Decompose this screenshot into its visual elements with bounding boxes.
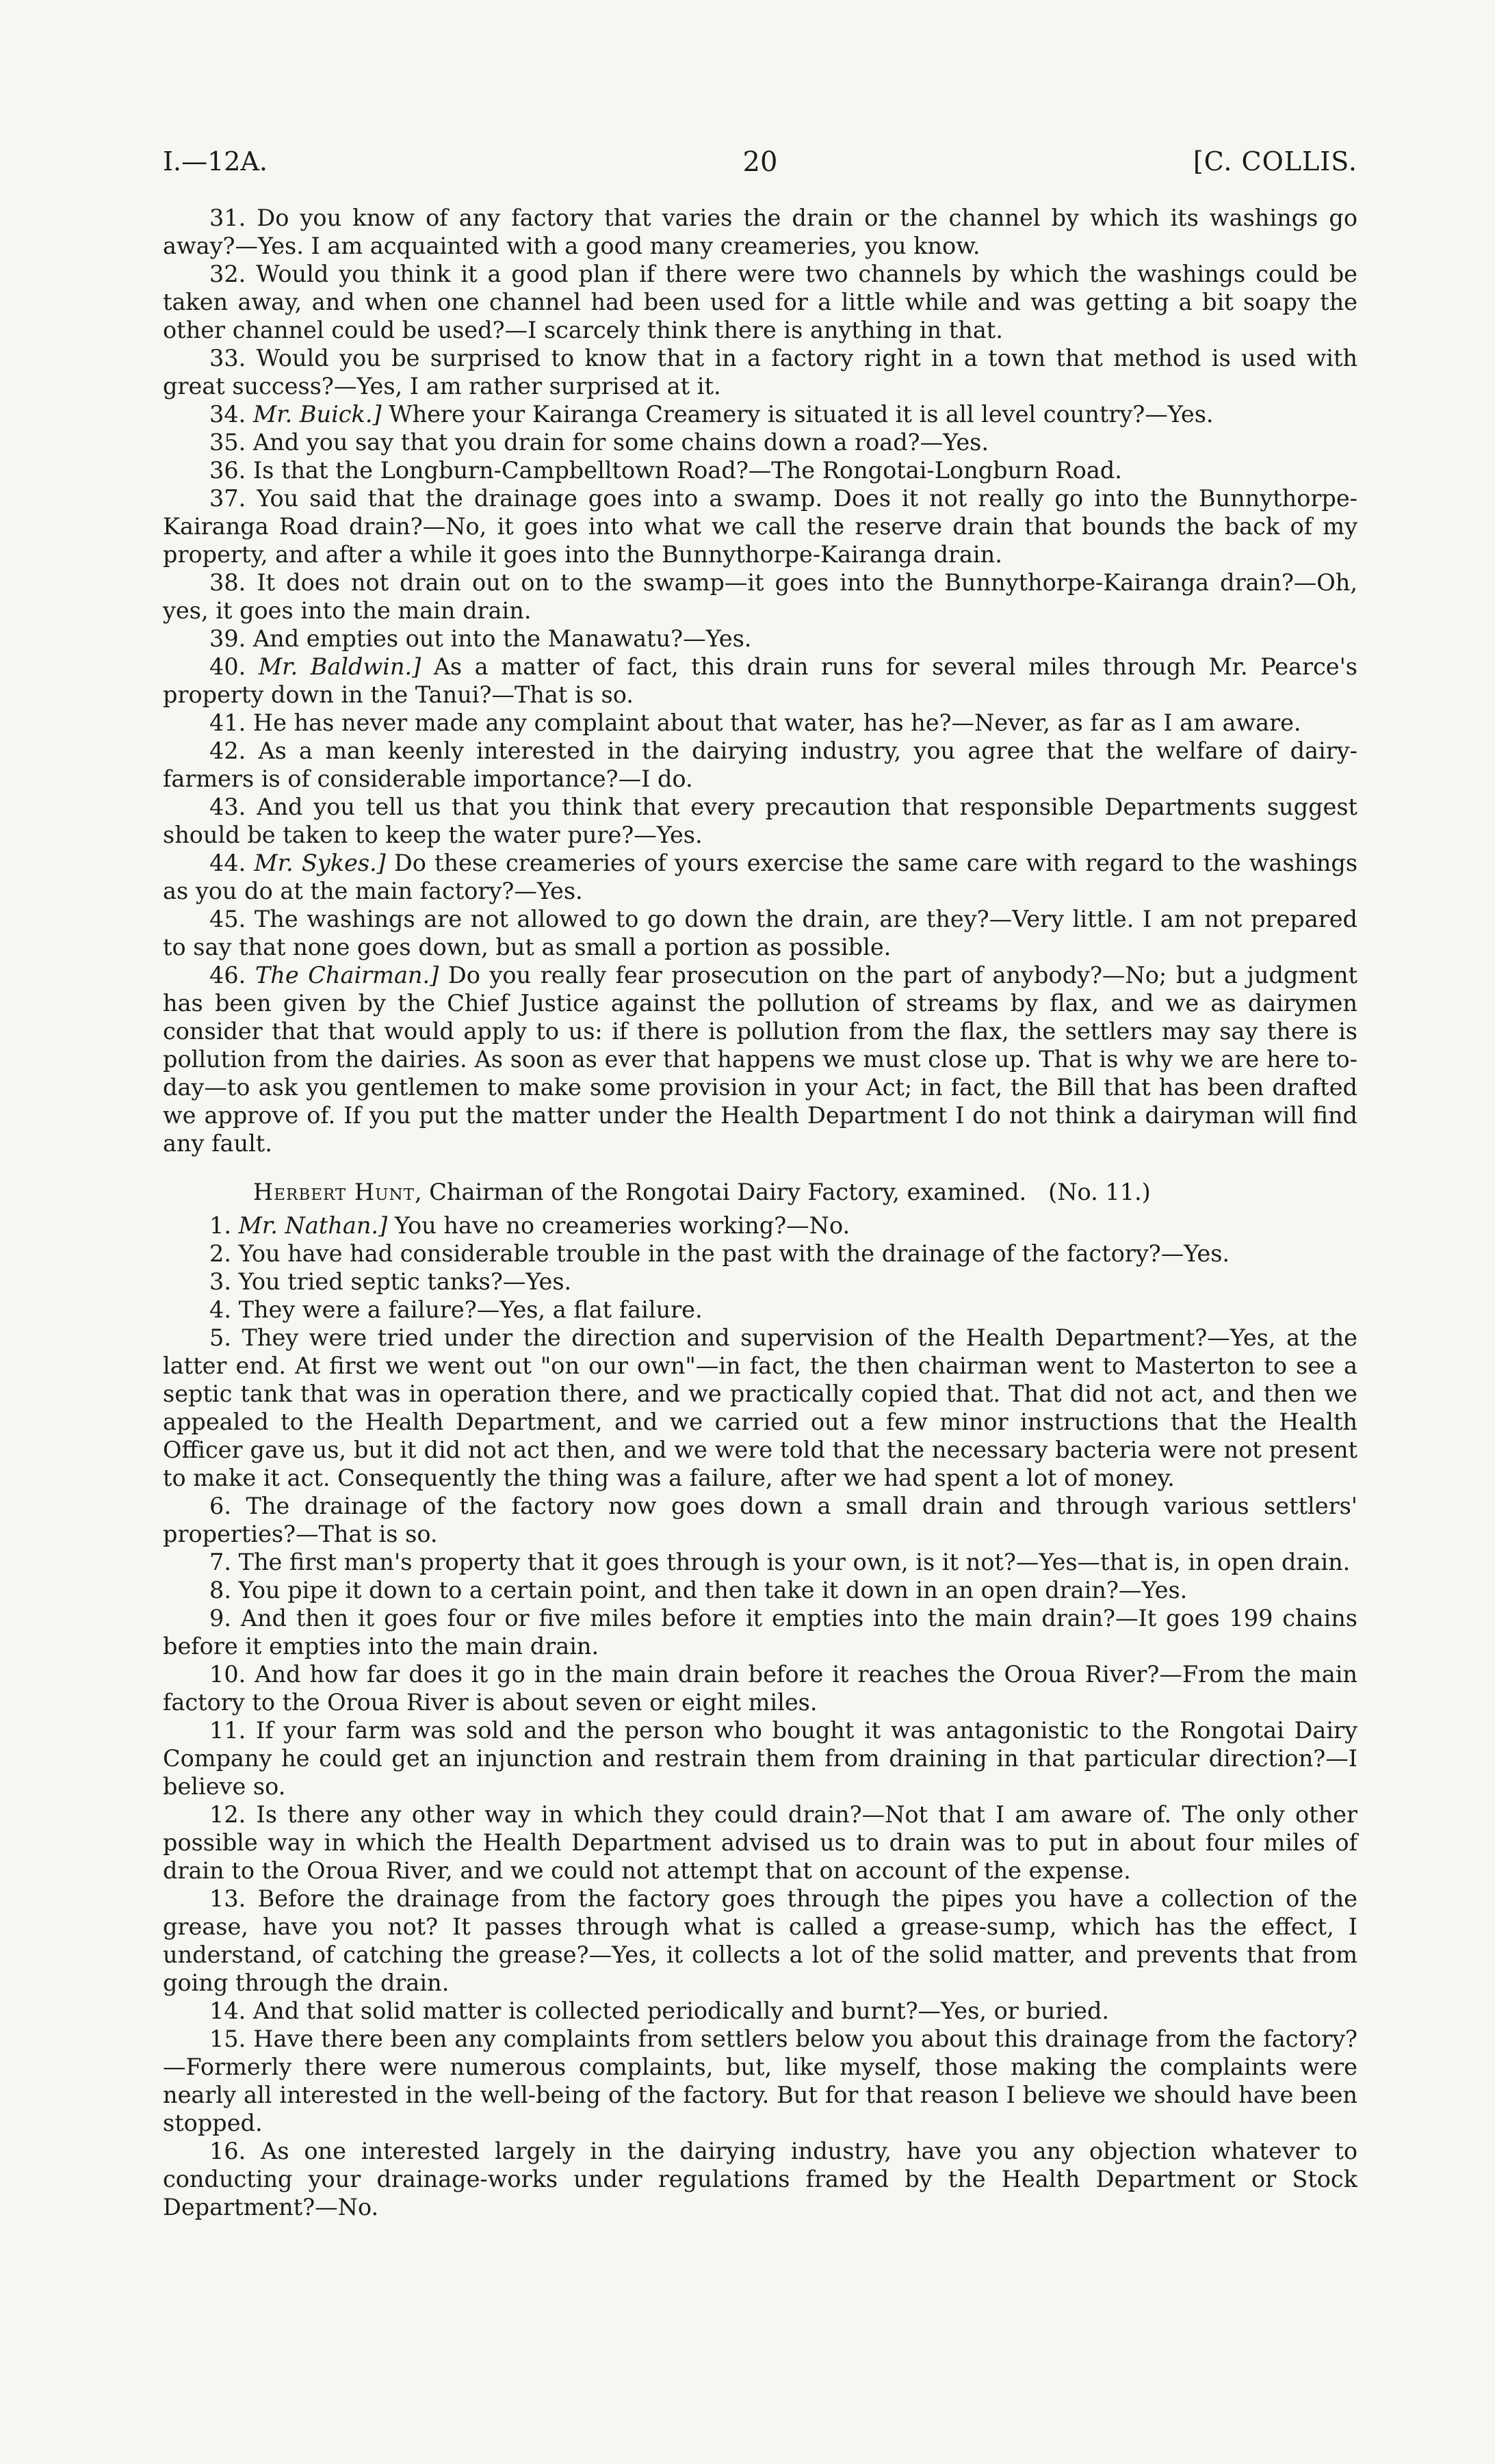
question-number: 1.: [209, 1212, 231, 1239]
page-body: [163, 204, 1357, 2221]
witness-description: , Chairman of the Rongotai Dairy Factory, examined.: [414, 1179, 1027, 1205]
question-paragraph: 11. If your farm was sold and the person who bought it was antagonistic to the Rongotai Dairy Company he could get an injunction and restrain them from draining in that particular direction?—I believe so.: [163, 1717, 1357, 1800]
report-reference: I.—12A.: [163, 146, 268, 176]
question-paragraph: 15. Have there been any complaints from settlers below you about this drainage from the factory?—Formerly there were numerous complaints, but, like myself, those making the complaints were nearly all interested in the well-being of the factory. But for that reason I believe we should have been stopped.: [163, 2026, 1357, 2136]
question-paragraph: 39. And empties out into the Manawatu?—Yes.: [209, 625, 752, 652]
evidence-block-collis: [163, 204, 1357, 1157]
question-paragraph: 16. As one interested largely in the dairying industry, have you any objection whatever to conducting your drainage-works under regulations framed by the Health Department or Stock Department?—No.: [163, 2138, 1357, 2220]
witness-heading: [163, 1178, 1357, 1206]
question-number: 40.: [209, 653, 246, 680]
question-paragraph: 3. You tried septic tanks?—Yes.: [209, 1268, 572, 1295]
question-paragraph: 13. Before the drainage from the factory goes through the pipes you have a collection of the grease, have you not? It passes through what is called a grease-sump, which has the effect, I understand, of catching the grease?—Yes, it collects a lot of the solid matter, and prevents that from going through the drain.: [163, 1885, 1357, 1996]
question-text: You have no creameries working?—No.: [387, 1212, 850, 1239]
question-paragraph: [163, 400, 1357, 428]
question-paragraph: 2. You have had considerable trouble in the past with the drainage of the factory?—Yes.: [209, 1240, 1230, 1267]
evidence-block-hunt: [163, 1211, 1357, 2221]
question-paragraph: 4. They were a failure?—Yes, a flat failure.: [209, 1296, 703, 1323]
question-text: As a matter of fact, this drain runs for several miles through Mr. Pearce's property down in the Tanui?—That is so.: [163, 653, 1358, 708]
question-paragraph: 8. You pipe it down to a certain point, and then take it down in an open drain?—Yes.: [209, 1577, 1188, 1603]
question-paragraph: 42. As a man keenly interested in the dairying industry, you agree that the welfare of dairy-farmers is of considerable importance?—I do.: [163, 737, 1357, 792]
question-paragraph: 38. It does not drain out on to the swamp—it goes into the Bunnythorpe-Kairanga drain?—Oh, yes, it goes into the main drain.: [163, 569, 1357, 624]
question-paragraph: 5. They were tried under the direction and supervision of the Health Department?—Yes, at the latter end. At first we went out "on our own"—in fact, the then chairman went to Masterton to see a septic tank that was in operation there, and we practically copied that. That did not act, and then we appealed to the Health Department, and we carried out a few minor instructions that the Health Officer gave us, but it did not act then, and we were told that the necessary bacteria were not present to make it act. Consequently the thing was a failure, after we had spent a lot of money.: [163, 1324, 1357, 1491]
question-paragraph: [163, 653, 1357, 709]
speaker-label: Mr. Buick.]: [252, 401, 382, 428]
question-paragraph: 12. Is there any other way in which they could drain?—Not that I am aware of. The only other possible way in which the Health Department advised us to drain was to put in about four miles of drain to the Oroua River, and we could not attempt that on account of the expense.: [163, 1801, 1357, 1884]
question-paragraph: 6. The drainage of the factory now goes down a small drain and through various settlers' properties?—That is so.: [163, 1493, 1357, 1547]
question-text: Where your Kairanga Creamery is situated it is all level country?—Yes.: [381, 401, 1214, 428]
question-paragraph: [163, 1211, 1357, 1240]
question-text: Do these creameries of yours exercise the same care with regard to the washings as you do at the main factory?—Yes.: [163, 850, 1358, 904]
speaker-label: Mr. Sykes.]: [254, 850, 386, 876]
page-header: [163, 146, 1357, 187]
page-number: 20: [742, 146, 778, 178]
question-number: 34.: [209, 401, 246, 428]
question-paragraph: 10. And how far does it go in the main drain before it reaches the Oroua River?—From the main factory to the Oroua River is about seven or eight miles.: [163, 1661, 1357, 1716]
witness-name: Herbert Hunt: [253, 1179, 415, 1205]
witness-number: (No. 11.): [1048, 1179, 1151, 1205]
question-paragraph: [163, 849, 1357, 905]
speaker-label: The Chairman.]: [255, 962, 439, 988]
speaker-label: Mr. Baldwin.]: [258, 653, 421, 680]
question-paragraph: 37. You said that the drainage goes into a swamp. Does it not really go into the Bunnythorpe-Kairanga Road drain?—No, it goes into what we call the reserve drain that bounds the back of my property, and after a while it goes into the Bunnythorpe-Kairanga drain.: [163, 485, 1357, 568]
question-paragraph: 45. The washings are not allowed to go down the drain, are they?—Very little. I am not prepared to say that none goes down, but as small a portion as possible.: [163, 906, 1357, 960]
question-paragraph: 9. And then it goes four or five miles before it empties into the main drain?—It goes 199 chains before it empties into the main drain.: [163, 1605, 1357, 1660]
question-text: Do you really fear prosecution on the part of anybody?—No; but a judgment has been given by the Chief Justice against the pollution of streams by flax, and we as dairymen consider that that would apply to us: if there is pollution from the flax, the settlers may say there is pollution from the dairies. As soon as ever that happens we must close up. That is why we are here to-day—to ask you gentlemen to make some provision in your Act; in fact, the Bill that has been drafted we approve of. If you put the matter under the Health Department I do not think a dairyman will find any fault.: [163, 962, 1357, 1157]
question-paragraph: 33. Would you be surprised to know that in a factory right in a town that method is used with great success?—Yes, I am rather surprised at it.: [163, 345, 1357, 399]
question-paragraph: 14. And that solid matter is collected periodically and burnt?—Yes, or buried.: [209, 1997, 1110, 2024]
question-paragraph: 43. And you tell us that you think that every precaution that responsible Departments suggest should be taken to keep the water pure?—Yes.: [163, 794, 1357, 848]
question-paragraph: 41. He has never made any complaint about that water, has he?—Never, as far as I am aware.: [209, 709, 1301, 736]
question-paragraph: 36. Is that the Longburn-Campbelltown Road?—The Rongotai-Longburn Road.: [209, 457, 1122, 484]
witness-running-head: [C. COLLIS.: [1193, 146, 1357, 176]
question-number: 46.: [209, 962, 246, 988]
question-paragraph: 35. And you say that you drain for some chains down a road?—Yes.: [209, 429, 989, 456]
question-number: 44.: [209, 850, 246, 876]
question-paragraph: 31. Do you know of any factory that varies the drain or the channel by which its washings go away?—Yes. I am acquainted with a good many creameries, you know.: [163, 205, 1357, 259]
speaker-label: Mr. Nathan.]: [238, 1212, 388, 1239]
question-paragraph: 7. The first man's property that it goes through is your own, is it not?—Yes—that is, in open drain.: [209, 1549, 1351, 1575]
question-paragraph: [163, 961, 1357, 1157]
question-paragraph: 32. Would you think it a good plan if there were two channels by which the washings could be taken away, and when one channel had been used for a little while and was getting a bit soapy the other channel could be used?—I scarcely think there is anything in that.: [163, 261, 1357, 343]
